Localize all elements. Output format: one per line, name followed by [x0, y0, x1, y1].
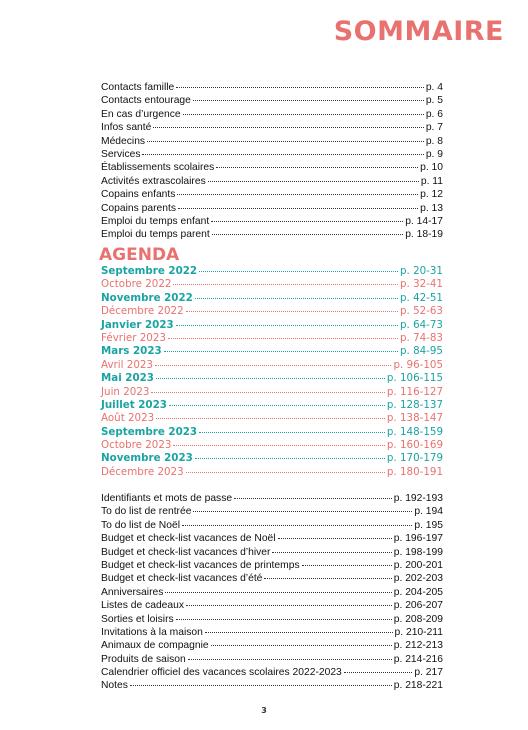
toc-entry — [101, 559, 443, 572]
toc-entry-page: p. 208-209 — [393, 613, 443, 625]
toc-entry — [101, 599, 443, 612]
toc-entry-label: Octobre 2022 — [101, 278, 172, 291]
toc-entry — [101, 345, 443, 358]
dot-leader — [211, 221, 403, 222]
toc-entry — [101, 639, 443, 652]
dot-leader — [186, 605, 392, 606]
toc-entry-label: Novembre 2022 — [101, 291, 193, 304]
toc-entry-page: p. 9 — [425, 148, 443, 160]
toc-entry — [101, 426, 443, 439]
toc-entry-page: p. 200-201 — [393, 559, 443, 571]
toc-entry-label: Listes de cadeaux — [101, 600, 185, 612]
dot-leader — [193, 511, 412, 512]
toc-entry-page: p. 8 — [425, 135, 443, 147]
dot-leader — [211, 645, 392, 646]
dot-leader — [278, 538, 392, 539]
toc-entry-page: p. 11 — [420, 175, 443, 187]
toc-entry-label: Janvier 2023 — [101, 318, 174, 331]
toc-entry-label: Sorties et loisirs — [101, 613, 174, 625]
dot-leader — [151, 392, 384, 393]
toc-entry-label: Services — [101, 148, 141, 160]
toc-entry-page: p. 84-95 — [399, 345, 443, 358]
toc-entry-label: Mars 2023 — [101, 345, 162, 358]
toc-entry — [101, 108, 443, 121]
toc-entry-label: Septembre 2023 — [101, 425, 198, 438]
dot-leader — [182, 525, 412, 526]
toc-entry-label: Activités extrascolaires — [101, 175, 206, 187]
dot-leader — [142, 154, 423, 155]
toc-entry-label: Budget et check-list vacances de printemps — [101, 559, 300, 571]
toc-entry-label: To do list de rentrée — [101, 506, 192, 518]
toc-entry — [101, 161, 443, 174]
toc-entry-page: p. 14-17 — [405, 215, 443, 227]
toc-entry-page: p. 20-31 — [399, 265, 443, 277]
toc-entry-page: p. 206-207 — [393, 600, 443, 612]
dot-leader — [208, 181, 419, 182]
toc-entry — [101, 519, 443, 532]
toc-entry — [101, 626, 443, 639]
toc-entry-page: p. 18-19 — [405, 229, 443, 241]
dot-leader — [302, 565, 392, 566]
toc-entry-label: Décembre 2023 — [101, 465, 184, 478]
toc-entry — [101, 679, 443, 692]
dot-leader — [164, 351, 398, 352]
toc-entry-page: p. 196-197 — [393, 533, 443, 545]
toc-entry-label: Médecins — [101, 135, 146, 147]
toc-entry-page: p. 202-203 — [393, 573, 443, 585]
toc-entry-label: Anniversaires — [101, 586, 164, 598]
toc-entry-page: p. 4 — [425, 82, 443, 93]
toc-entry-page: p. 128-137 — [386, 398, 443, 411]
dot-leader — [147, 141, 424, 142]
toc-entry-page: p. 64-73 — [399, 318, 443, 331]
toc-entry-label: Décembre 2022 — [101, 305, 184, 318]
toc-entry — [101, 292, 443, 305]
toc-entry — [101, 332, 443, 345]
toc-entry-page: p. 13 — [420, 202, 443, 214]
dot-leader — [156, 378, 385, 379]
toc-entry-page: p. 148-159 — [386, 425, 443, 438]
toc-entry — [101, 399, 443, 412]
toc-entry — [101, 188, 443, 201]
toc-entry-page: p. 198-199 — [393, 546, 443, 558]
toc-entry-label: Budget et check-list vacances de Noël — [101, 533, 276, 545]
toc-entry — [101, 386, 443, 399]
toc-entry — [101, 135, 443, 148]
dot-leader — [199, 271, 398, 272]
toc-entry-label: Identifiants et mots de passe — [101, 493, 233, 504]
toc-entry — [101, 452, 443, 465]
toc-entry-page: p. 32-41 — [399, 278, 443, 291]
toc-entry-label: Emploi du temps enfant — [101, 215, 210, 227]
toc-entry — [101, 439, 443, 452]
toc-entry-label: Avril 2023 — [101, 358, 153, 371]
toc-entry-page: p. 52-63 — [399, 305, 443, 318]
toc-entry-label: Copains enfants — [101, 189, 176, 201]
toc-entry-label: Mai 2023 — [101, 372, 154, 385]
toc-entry-page: p. 7 — [425, 122, 443, 134]
toc-entry-label: Calendrier officiel des vacances scolaires 2022-2023 — [101, 667, 342, 679]
toc-entry-page: p. 194 — [414, 506, 443, 518]
toc-entry-page: p. 6 — [425, 108, 443, 120]
toc-entry-label: Octobre 2023 — [101, 439, 172, 452]
toc-entry-page: p. 218-221 — [393, 680, 443, 692]
toc-entry-page: p. 74-83 — [399, 331, 443, 344]
toc-entry-label: En cas d’urgence — [101, 108, 181, 120]
toc-entry-page: p. 10 — [420, 162, 443, 174]
toc-entry — [101, 572, 443, 585]
toc-entry — [101, 466, 443, 479]
toc-entry-page: p. 96-105 — [393, 358, 443, 371]
toc-entry-page: p. 170-179 — [386, 452, 443, 465]
toc-entry-label: Produits de saison — [101, 653, 186, 665]
toc-entry — [101, 81, 443, 94]
dot-leader — [165, 592, 391, 593]
dot-leader — [168, 338, 398, 339]
toc-entry-label: To do list de Noël — [101, 519, 180, 531]
toc-entry-label: Juin 2023 — [101, 385, 150, 398]
toc-entry-label: Novembre 2023 — [101, 452, 193, 465]
agenda-heading: AGENDA — [99, 245, 180, 265]
dot-leader — [177, 194, 418, 195]
toc-entry — [101, 359, 443, 372]
toc-entry-label: Emploi du temps parent — [101, 229, 210, 241]
dot-leader — [188, 659, 392, 660]
toc-entry — [101, 278, 443, 291]
toc-entry — [101, 215, 443, 228]
toc-entry-page: p. 180-191 — [386, 465, 443, 478]
toc-entry-page: p. 195 — [414, 519, 443, 531]
toc-entry — [101, 121, 443, 134]
toc-entry-label: Notes — [101, 680, 128, 692]
toc-entry — [101, 305, 443, 318]
toc-entry — [101, 613, 443, 626]
toc-agenda-list — [101, 265, 443, 479]
toc-entry — [101, 532, 443, 545]
dot-leader — [195, 458, 385, 459]
toc-general-list — [101, 81, 443, 242]
toc-entry — [101, 202, 443, 215]
toc-entry-label: Animaux de compagnie — [101, 640, 209, 652]
toc-entry-label: Février 2023 — [101, 331, 166, 344]
dot-leader — [205, 632, 393, 633]
toc-entry — [101, 666, 443, 679]
dot-leader — [153, 127, 423, 128]
dot-leader — [272, 552, 391, 553]
dot-leader — [130, 685, 392, 686]
toc-entry — [101, 492, 443, 505]
toc-entry-label: Budget et check-list vacances d’été — [101, 573, 263, 585]
toc-entry-page: p. 116-127 — [386, 385, 443, 398]
dot-leader — [199, 432, 385, 433]
toc-entry-label: Infos santé — [101, 122, 152, 134]
dot-leader — [234, 498, 392, 499]
dot-leader — [169, 405, 385, 406]
dot-leader — [176, 87, 424, 88]
toc-entry — [101, 319, 443, 332]
dot-leader — [156, 418, 385, 419]
toc-entry-page: p. 42-51 — [399, 291, 443, 304]
toc-entry-label: Septembre 2022 — [101, 265, 198, 277]
toc-entry-label: Budget et check-list vacances d’hiver — [101, 546, 271, 558]
dot-leader — [193, 100, 424, 101]
toc-entry — [101, 228, 443, 241]
toc-entry-page: p. 214-216 — [393, 653, 443, 665]
toc-entry — [101, 653, 443, 666]
dot-leader — [155, 365, 391, 366]
toc-entry — [101, 94, 443, 107]
dot-leader — [344, 672, 413, 673]
toc-entry — [101, 505, 443, 518]
toc-entry-page: p. 106-115 — [386, 372, 443, 385]
toc-entry-page: p. 5 — [425, 95, 443, 107]
toc-entry-label: Contacts famille — [101, 82, 175, 93]
dot-leader — [186, 472, 385, 473]
page-title: SOMMAIRE — [333, 16, 504, 47]
dot-leader — [216, 167, 418, 168]
dot-leader — [186, 311, 398, 312]
dot-leader — [183, 114, 424, 115]
toc-entry-label: Contacts entourage — [101, 95, 191, 107]
toc-entry — [101, 372, 443, 385]
page-number: 3 — [261, 706, 267, 715]
toc-entry-page: p. 138-147 — [386, 412, 443, 425]
toc-entry — [101, 148, 443, 161]
dot-leader — [195, 298, 398, 299]
toc-entry — [101, 586, 443, 599]
toc-entry-page: p. 12 — [420, 189, 443, 201]
toc-entry-label: Juillet 2023 — [101, 398, 167, 411]
toc-entry-page: p. 210-211 — [394, 626, 443, 638]
dot-leader — [176, 619, 392, 620]
toc-entry-label: Établissements scolaires — [101, 162, 215, 174]
toc-entry-page: p. 217 — [414, 667, 443, 679]
toc-entry — [101, 412, 443, 425]
dot-leader — [264, 578, 391, 579]
dot-leader — [173, 284, 398, 285]
toc-entry-label: Copains parents — [101, 202, 176, 214]
toc-entry-label: Août 2023 — [101, 412, 155, 425]
toc-entry — [101, 546, 443, 559]
toc-entry — [101, 265, 443, 278]
toc-entry-page: p. 204-205 — [393, 586, 443, 598]
dot-leader — [176, 325, 398, 326]
dot-leader — [212, 234, 403, 235]
dot-leader — [173, 445, 384, 446]
toc-entry-label: Invitations à la maison — [101, 626, 203, 638]
toc-entry-page: p. 212-213 — [393, 640, 443, 652]
toc-entry — [101, 175, 443, 188]
toc-extras-list — [101, 492, 443, 693]
dot-leader — [178, 208, 418, 209]
toc-entry-page: p. 160-169 — [386, 439, 443, 452]
toc-entry-page: p. 192-193 — [393, 493, 443, 504]
